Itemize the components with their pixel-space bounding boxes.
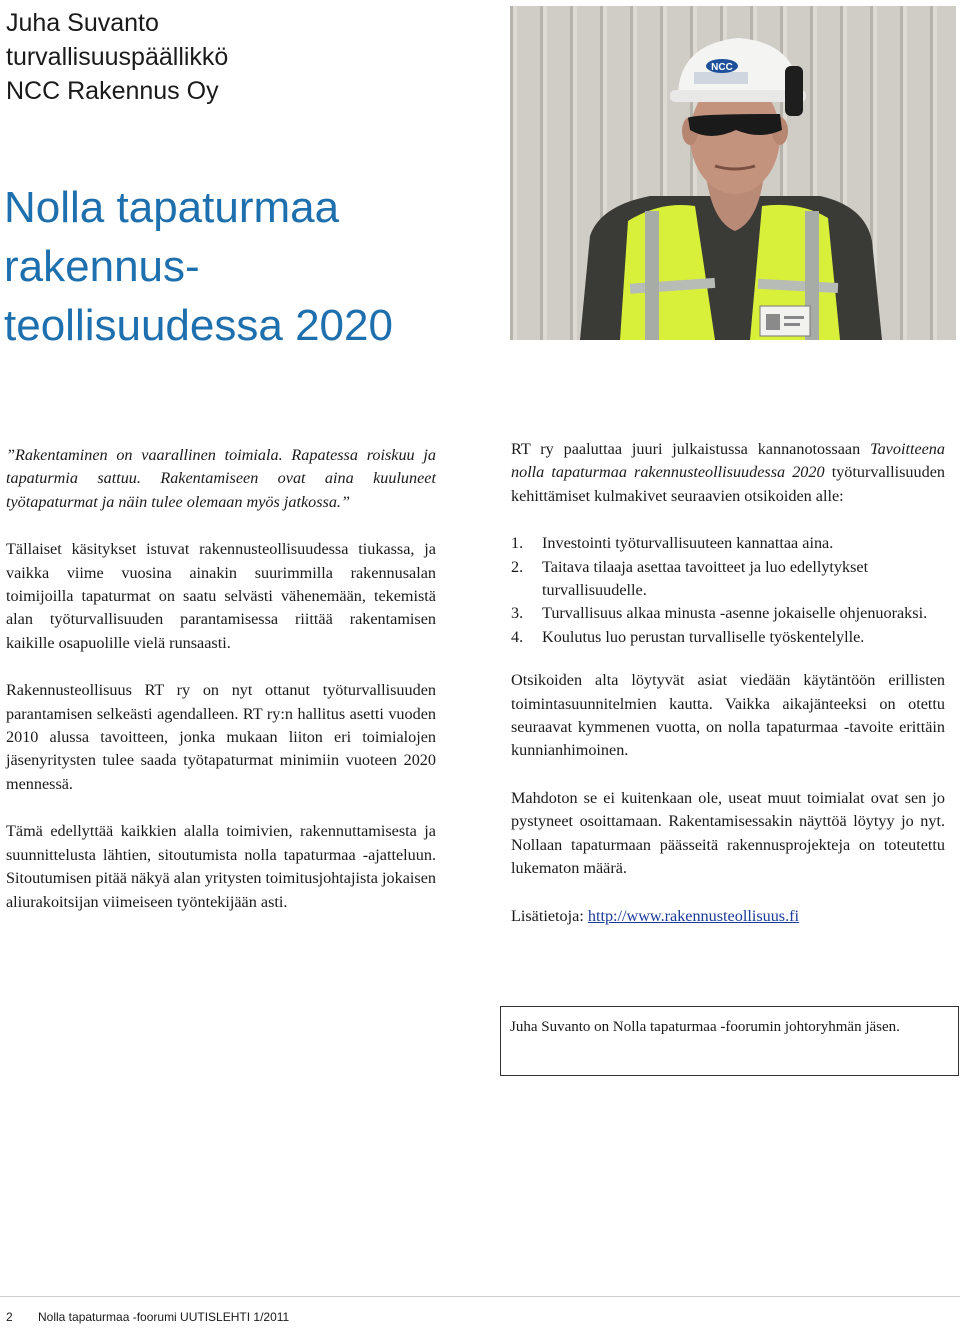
list-text: Taitava tilaaja asettaa tavoitteet ja luo edellytykset turvallisuudelle. [542,557,869,600]
helmet-logo: NCC [711,62,733,73]
intro-text: työturvallisuuden kehittämiset kulmakivet seuraavien otsikoiden alle: [511,463,945,505]
list-number: 1. [511,534,524,553]
author-photo [510,6,956,340]
author-note-box: Juha Suvanto on Nolla tapaturmaa -foorumin johtoryhmän jäsen. [500,1006,959,1076]
paragraph: Tällaiset käsitykset istuvat rakennusteollisuudessa tiukassa, ja vaikka viime vuosina ainakin suurimmilla rakennusalan toimijoilla tapaturmat on saatu selvästi vähenemään, tekemistä alan työturvallisuuden parantamisessa riittää rakentamisen kaikille osapuolille vielä runsaasti. [6,540,436,652]
headline-line-2: rakennus- [4,242,200,291]
list-text: Koulutus luo perustan turvalliselle työskentelylle. [542,627,865,646]
website-link[interactable]: http://www.rakennusteollisuus.fi [587,906,800,925]
more-info [511,905,945,928]
list-number: 4. [511,627,524,646]
page-number: 2 [6,1310,13,1324]
opening-quote: ”Rakentaminen on vaarallinen toimiala. Rapatessa roiskuu ja tapaturmia sattuu. Rakentamiseen ovat aina kuuluneet työtapaturmat ja näin tulee olemaan myös jatkossa.” [6,446,436,511]
list-item [511,626,945,649]
page-footer [6,1310,289,1324]
list-item [511,556,945,603]
paragraph: Mahdoton se ei kuitenkaan ole, useat muut toimialat ovat sen jo pystyneet osoittamaan. Rakentamisessakin näyttöä löytyy jo nyt. Nollaan tapaturmaan päässeitä rakennusprojekteja on toteutettu lukematon määrä. [511,788,945,878]
left-column [6,444,436,938]
intro-paragraph [511,438,945,508]
portrait-illustration [510,6,956,340]
author-company: NCC Rakennus Oy [6,77,219,105]
intro-text: RT ry paaluttaa juuri julkaistussa kannanotossaan [511,440,871,458]
publication-name: Nolla tapaturmaa -foorumi UUTISLEHTI 1/2011 [38,1310,290,1324]
author-title: turvallisuuspäällikkö [6,43,229,71]
list-number: 3. [511,604,524,623]
list-number: 2. [511,557,524,576]
right-column [511,438,945,952]
author-name: Juha Suvanto [6,9,159,37]
list-item [511,532,945,555]
headline-line-3: teollisuudessa 2020 [4,301,393,350]
paragraph: Tämä edellyttää kaikkien alalla toimivien, rakennuttamisesta ja suunnittelusta lähtien, sitoutumista nolla tapaturmaa -ajatteluun. Sitoutumisen pitää näkyä alan yritysten toimitusjohtajista jokaisen aliurakoitsijan viimeiseen työntekijään asti. [6,822,436,911]
list-item [511,602,945,625]
paragraph: Rakennusteollisuus RT ry on nyt ottanut työturvallisuuden parantamisen selkeästi agendalleen. RT ry:n hallitus asetti vuoden 2010 alussa tavoitteen, jonka mukaan liiton eri toimialojen jäsenyritysten tulee saada työtapaturmat minimiin vuoteen 2020 mennessä. [6,681,436,793]
paragraph: Otsikoiden alta löytyvät asiat viedään käytäntöön erillisten toimintasuunnitelmien kautta. Vaikka aikajänteeksi on otettu seuraavat kymmenen vuotta, on nolla tapaturmaa -tavoite erittäin kunnianhimoinen. [511,671,945,760]
author-block [6,6,228,108]
goals-list [511,532,945,649]
more-info-label: Lisätietoja: [511,906,588,925]
list-text: Investointi työturvallisuuteen kannattaa aina. [542,534,834,553]
statement-title: Tavoitteena nolla tapaturmaa rakennusteollisuudessa 2020 [511,440,945,482]
headline-line-1: Nolla tapaturmaa [4,183,340,232]
footer-divider [0,1296,960,1297]
list-text: Turvallisuus alkaa minusta -asenne jokaiselle ohjenuoraksi. [542,604,928,623]
article-headline [4,178,474,355]
